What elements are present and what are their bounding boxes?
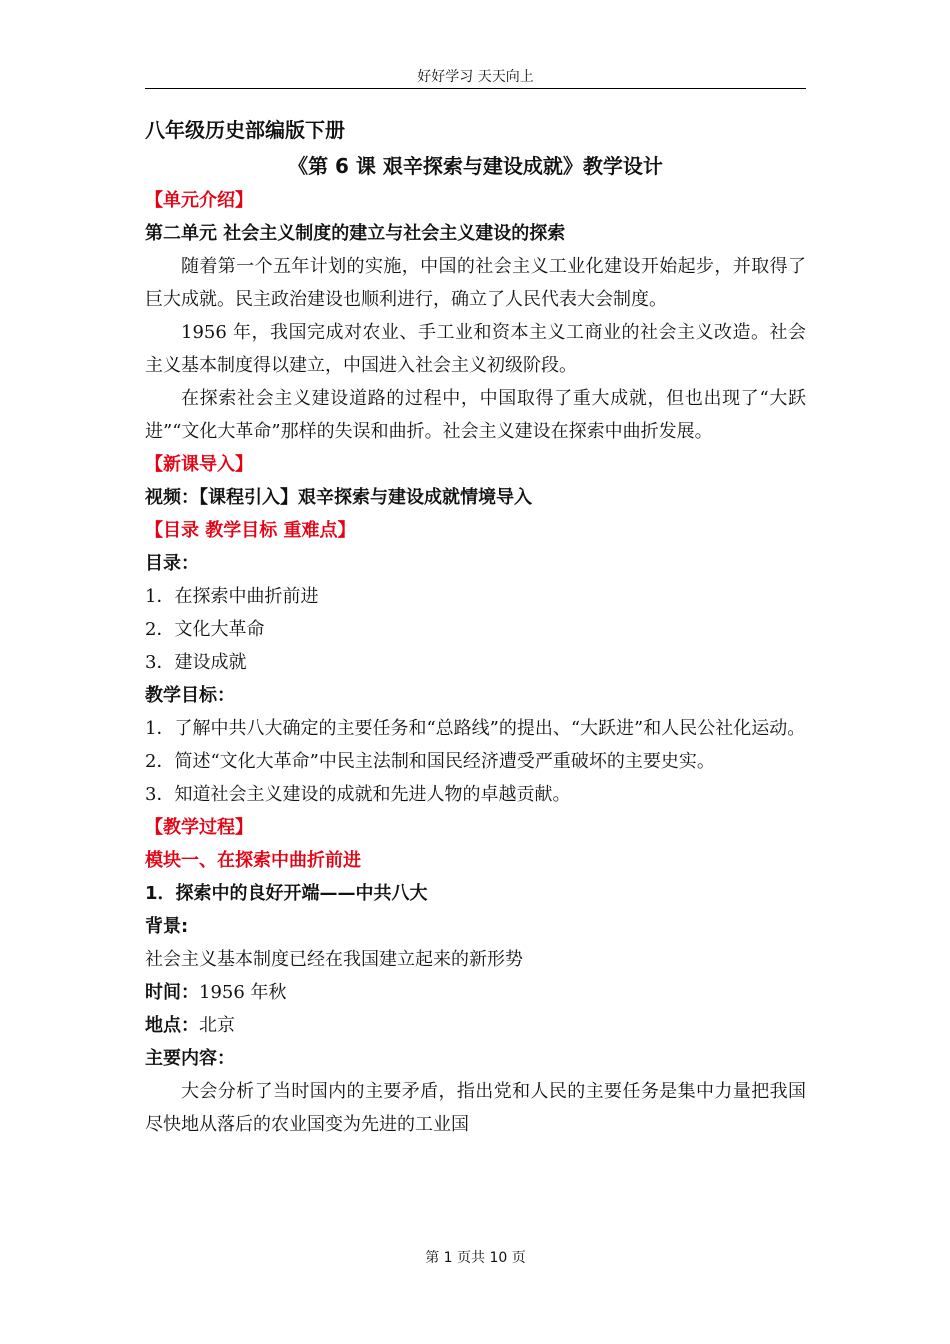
content-text: 大会分析了当时国内的主要矛盾，指出党和人民的主要任务是集中力量把我国尽快地从落后的农业国变为先进的工业国 [145,1081,806,1135]
background-label: 背景: [145,916,189,937]
video-intro: 视频：【课程引入】艰辛探索与建设成就情境导入 [145,487,532,508]
background-text: 社会主义基本制度已经在我国建立起来的新形势 [145,949,523,970]
goal-item: 3．知道社会主义建设的成就和先进人物的卓越贡献。 [145,784,571,805]
goals-label: 教学目标： [145,685,235,706]
toc-item: 3．建设成就 [145,652,247,673]
unit-intro-label: 【单元介绍】 [145,190,253,211]
toc-label: 目录： [145,553,199,574]
page-header: 好好学习 天天向上 [417,69,534,85]
time-row [145,976,806,1009]
subheading: 1．探索中的良好开端——中共八大 [145,883,428,904]
time-value: 1956 年秋 [199,982,287,1003]
document-body [145,112,806,1141]
new-lesson-label: 【新课导入】 [145,454,253,475]
toc-section-label: 【目录 教学目标 重难点】 [145,520,356,541]
toc-item: 1．在探索中曲折前进 [145,586,319,607]
unit-paragraph: 1956 年，我国完成对农业、手工业和资本主义工商业的社会主义改造。社会主义基本制度得以建立，中国进入社会主义初级阶段。 [145,322,806,376]
place-label: 地点： [145,1015,199,1036]
grade-title: 八年级历史部编版下册 [145,118,345,142]
toc-item: 2．文化大革命 [145,619,265,640]
unit-title: 第二单元 社会主义制度的建立与社会主义建设的探索 [145,223,566,244]
unit-paragraph: 在探索社会主义建设道路的过程中，中国取得了重大成就，但也出现了“大跃进”“文化大革命”那样的失误和曲折。社会主义建设在探索中曲折发展。 [145,388,806,442]
place-row [145,1009,806,1042]
goal-item: 1．了解中共八大确定的主要任务和“总路线”的提出、“大跃进”和人民公社化运动。 [145,718,806,739]
time-label: 时间： [145,982,199,1003]
module-heading: 模块一、在探索中曲折前进 [145,850,361,871]
page-footer: 第 1 页共 10 页 [425,1250,526,1266]
process-label: 【教学过程】 [145,817,253,838]
unit-paragraph: 随着第一个五年计划的实施，中国的社会主义工业化建设开始起步，并取得了巨大成就。民主政治建设也顺利进行，确立了人民代表大会制度。 [145,256,806,310]
goal-item: 2．简述“文化大革命”中民主法制和国民经济遭受严重破坏的主要史实。 [145,751,715,772]
lesson-title: 《第 6 课 艰辛探索与建设成就》教学设计 [288,154,663,178]
content-label: 主要内容： [145,1048,235,1069]
header-rule [145,88,806,89]
place-value: 北京 [199,1015,235,1036]
